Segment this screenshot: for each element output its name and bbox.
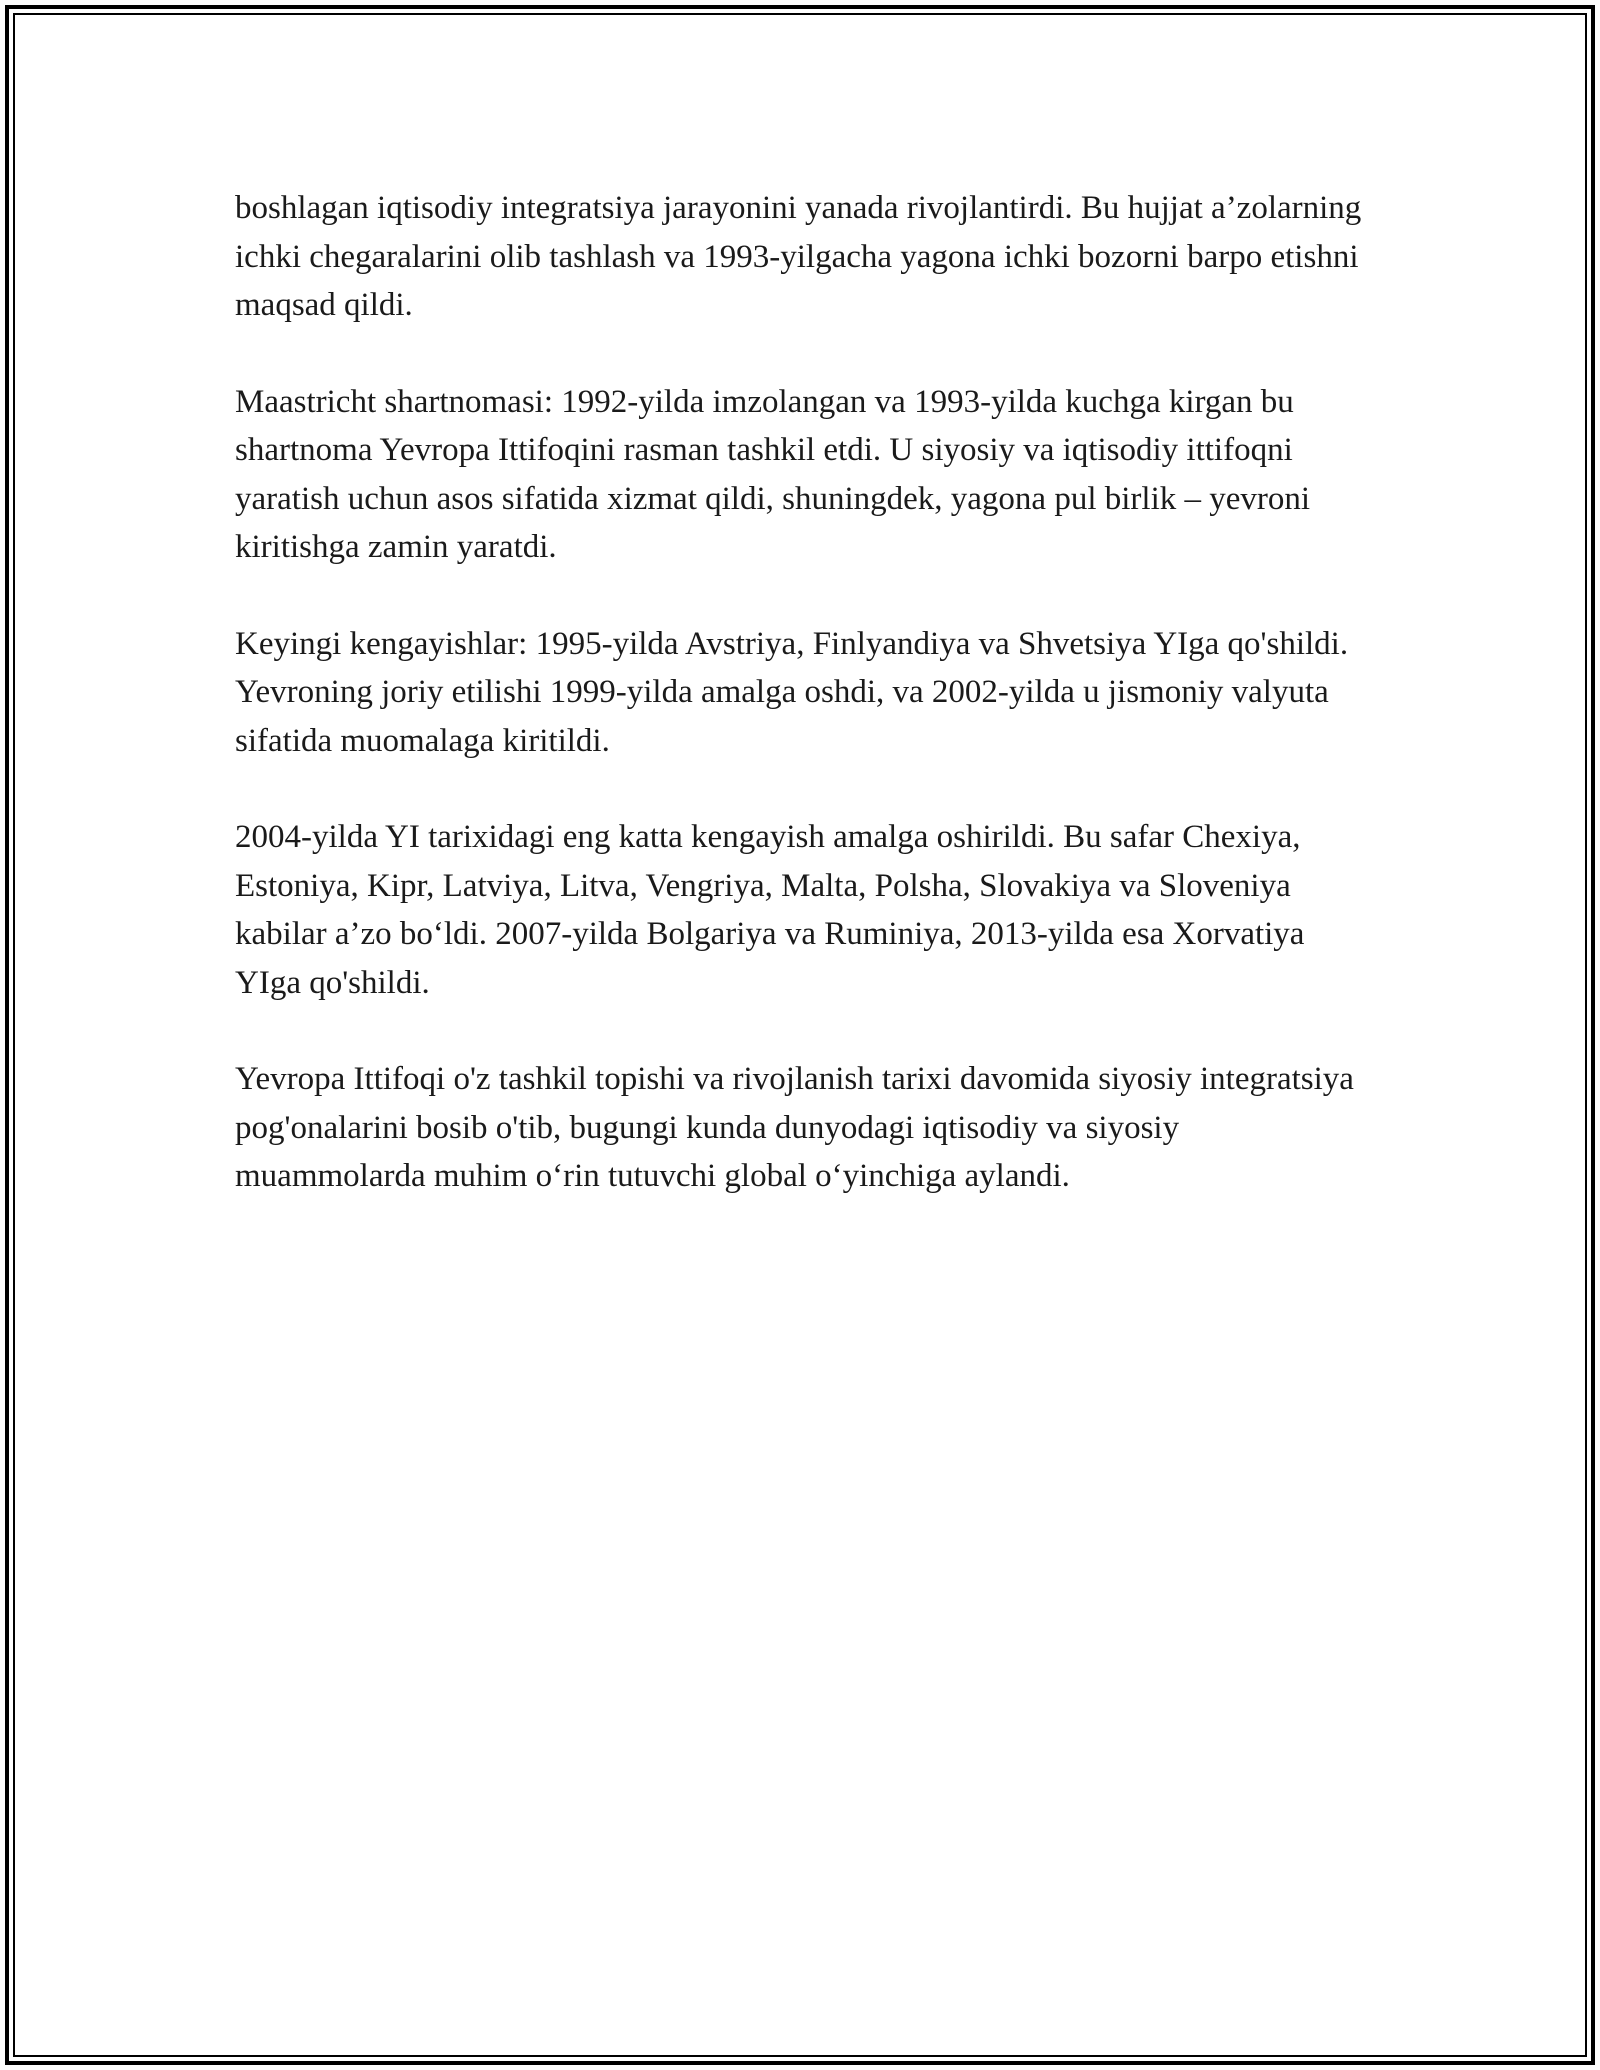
paragraph-maastricht-treaty: Maastricht shartnomasi: 1992-yilda imzolangan va 1993-yilda kuchga kirgan bu shartnoma Yevropa Ittifoqini rasman tashkil etdi. U siyosiy va iqtisodiy ittifoqni yaratish uchun asos sifatida xizmat qildi, shuningdek, yagona pul birlik – yevroni kiritishga zamin yaratdi. — [235, 383, 1311, 565]
paragraph-continuation: boshlagan iqtisodiy integratsiya jarayonini yanada rivojlantirdi. Bu hujjat a’zolarning ichki chegaralarini olib tashlash va 1993-yilgacha yagona ichki bozorni barpo etishni maqsad qildi. — [235, 190, 1362, 323]
paragraph-later-enlargements: Keyingi kengayishlar: 1995-yilda Avstriya, Finlyandiya va Shvetsiya YIga qo'shildi. Yevroning joriy etilishi 1999-yilda amalga oshdi, va 2002-yilda u jismoniy valyuta sifatida muomalaga kiritildi. — [235, 625, 1349, 759]
document-body — [235, 184, 1375, 1249]
paragraph-2004-enlargement: 2004-yilda YI tarixidagi eng katta kengayish amalga oshirildi. Bu safar Chexiya, Estoniya, Kipr, Latviya, Litva, Vengriya, Malta, Polsha, Slovakiya va Sloveniya kabilar a’zo bo‘ldi. 2007-yilda Bolgariya va Ruminiya, 2013-yilda esa Xorvatiya YIga qo'shildi. — [235, 819, 1305, 1001]
paragraph-conclusion: Yevropa Ittifoqi o'z tashkil topishi va rivojlanish tarixi davomida siyosiy integratsiya pog'onalarini bosib o'tib, bugungi kunda dunyodagi iqtisodiy va siyosiy muammolarda muhim o‘rin tutuvchi global o‘yinchiga aylandi. — [235, 1061, 1354, 1194]
